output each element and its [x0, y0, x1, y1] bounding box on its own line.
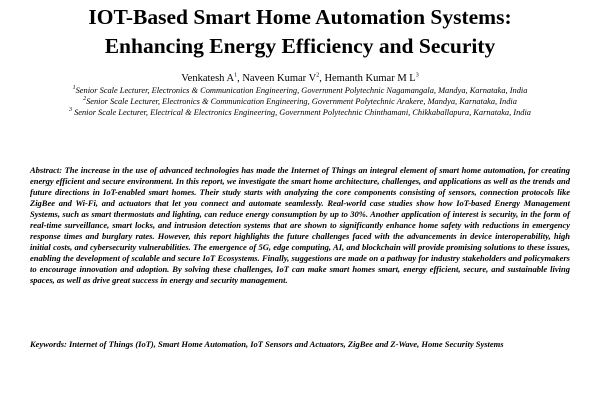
- affiliation-2: [30, 96, 570, 107]
- affiliation-1: [30, 85, 570, 96]
- author-name: Naveen Kumar V: [242, 73, 317, 84]
- author-list: [0, 72, 600, 85]
- title-line-2: Enhancing Energy Efficiency and Security: [104, 34, 496, 58]
- affiliation-superscript: 3: [69, 107, 72, 114]
- paper-title: [0, 3, 600, 61]
- affiliation-3: [30, 107, 570, 118]
- affiliation-text: Senior Scale Lecturer, Electronics & Communication Engineering, Government Polytechnic Arakere, Mandya, Karnataka, India: [86, 97, 517, 106]
- author-superscript: 2: [316, 72, 320, 79]
- keywords-paragraph: Keywords: Internet of Things (IoT), Smart Home Automation, IoT Sensors and Actuators, ZigBee and Z-Wave, Home Security Systems: [30, 339, 504, 349]
- affiliation-text: Senior Scale Lecturer, Electrical & Electronics Engineering, Government Polytechnic Chinthamani, Chikkaballapura, Karnataka, India: [72, 108, 531, 117]
- affiliation-superscript: 2: [83, 96, 87, 103]
- affiliation-superscript: 1: [72, 85, 76, 92]
- abstract-paragraph: Abstract: The increase in the use of advanced technologies has made the Internet of Things an integral element of smart home automation, for creating energy efficient and secure environment. In this report, we investigate the smart home architecture, challenges, and applications as well as the trends and future directions in IoT-enabled smart homes. Their study starts with analyzing the core components consisting of sensors, connection protocols like ZigBee and Wi-Fi, and actuators that let you connect and automate seamlessly. Real-world case studies show how IoT-based Energy Management Systems, such as smart thermostats and lighting, can reduce energy consumption by up to 30%. Another application of interest is security, in the form of real-time surveillance, smart locks, and intrusion detection systems that are shown to significantly enhance home safety with reductions in emergency response times and burglary rates. However, this report highlights the future challenges faced with the advancements in device interoperability, high initial costs, and cybersecurity vulnerabilities. The emergence of 5G, edge computing, AI, and blockchain will provide promising solutions to these issues, enabling the development of scalable and secure IoT Ecosystems. Finally, suggestions are made on a pathway for industry stakeholders and policymakers to encourage innovation and adoption. By solving these challenges, IoT can make smart homes smart, energy efficient, secure, and sustainable living spaces, as well as drive great success in energy and security management.: [30, 165, 570, 285]
- author-name: Hemanth Kumar M L: [324, 73, 416, 84]
- title-line-1: IOT-Based Smart Home Automation Systems:: [88, 5, 512, 29]
- author-superscript: 3: [415, 72, 419, 79]
- author-separator: ,: [319, 73, 325, 84]
- affiliation-text: Senior Scale Lecturer, Electronics & Communication Engineering, Government Polytechnic Nagamangala, Mandya, Karnataka, India: [75, 86, 528, 95]
- author-superscript: 1: [234, 72, 238, 79]
- author-separator: ,: [237, 73, 243, 84]
- author-name: Venkatesh A: [181, 73, 235, 84]
- affiliation-list: [30, 85, 570, 118]
